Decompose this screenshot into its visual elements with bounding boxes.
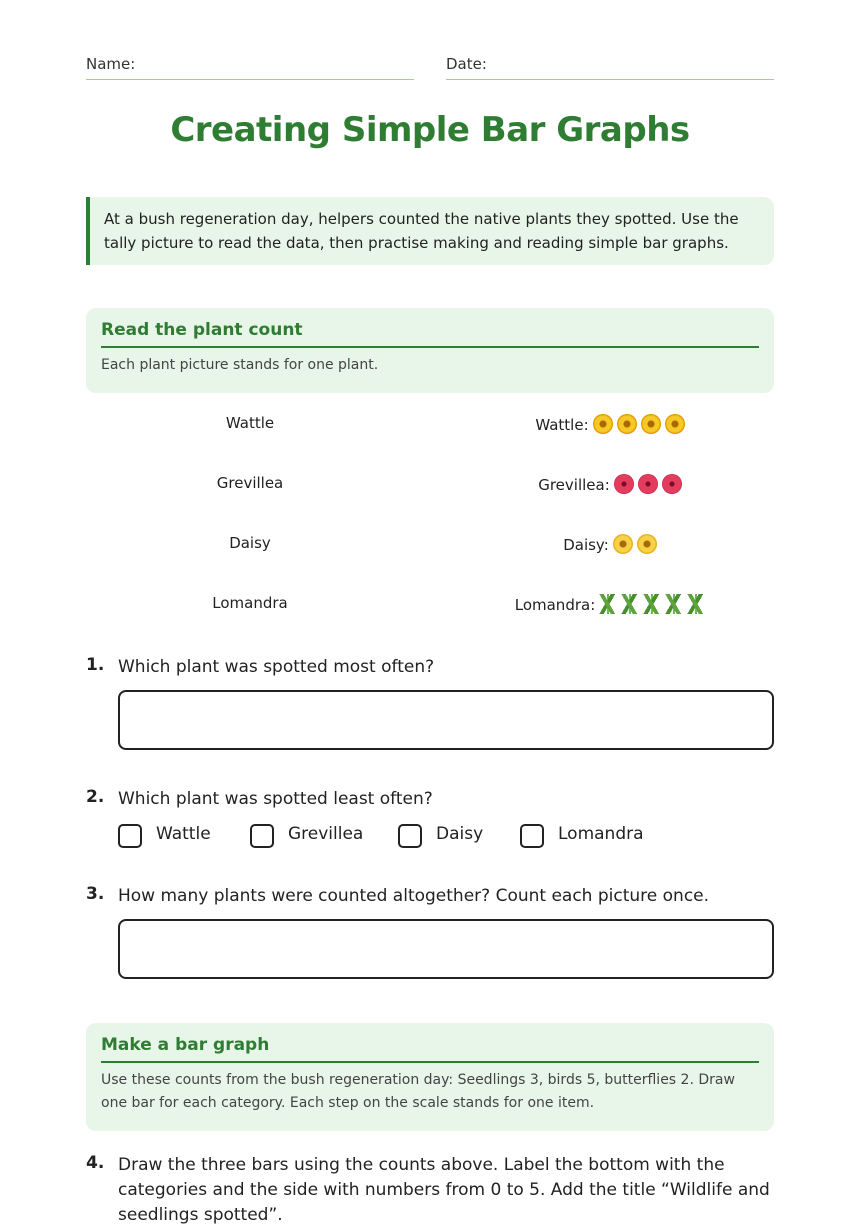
tally-row: [86, 404, 774, 448]
tally-label: Lomandra: [212, 594, 288, 612]
wattle-flower-icon: [617, 414, 637, 434]
tally-picture-label: Wattle:: [535, 416, 589, 434]
herb-leaf-icon: [621, 594, 639, 614]
daisy-flower-icon: [613, 534, 633, 554]
hibiscus-flower-icon: [614, 474, 634, 494]
tally-icons: [589, 416, 685, 434]
section-note: Use these counts from the bush regeneration day: Seedlings 3, birds 5, butterflies 2. Draw one bar for each category. Each step on the scale stands for one item.: [101, 1072, 735, 1111]
answer-box-1[interactable]: [118, 690, 774, 750]
tally-picture-label: Lomandra:: [514, 596, 596, 614]
option-label: Grevillea: [288, 824, 364, 844]
make-bar-graph-section: [86, 1023, 774, 1131]
tally-picture-label: Grevillea:: [538, 476, 610, 494]
tally-picture: [446, 534, 774, 554]
question-number: 1.: [86, 655, 105, 675]
section-heading: Make a bar graph: [101, 1035, 759, 1063]
tally-icons: [610, 476, 682, 494]
answer-box-3[interactable]: [118, 919, 774, 979]
herb-leaf-icon: [665, 594, 683, 614]
name-field[interactable]: [86, 52, 414, 80]
tally-row: [86, 524, 774, 568]
date-label: Date:: [446, 55, 487, 73]
section-heading: Read the plant count: [101, 320, 759, 348]
herb-leaf-icon: [643, 594, 661, 614]
hibiscus-flower-icon: [638, 474, 658, 494]
name-label: Name:: [86, 55, 136, 73]
intro-callout: At a bush regeneration day, helpers counted the native plants they spotted. Use the tally picture to read the data, then practise making and reading simple bar graphs.: [86, 197, 774, 265]
tally-picture: [446, 474, 774, 494]
herb-leaf-icon: [687, 594, 705, 614]
question-text: How many plants were counted altogether? Count each picture once.: [118, 886, 710, 906]
tally-label: Wattle: [225, 414, 275, 432]
herb-leaf-icon: [599, 594, 617, 614]
question-number: 2.: [86, 787, 105, 807]
checkbox[interactable]: [520, 824, 544, 848]
checkbox[interactable]: [398, 824, 422, 848]
worksheet-header: [86, 52, 774, 82]
daisy-flower-icon: [637, 534, 657, 554]
question-number: 4.: [86, 1153, 105, 1173]
section-note: Each plant picture stands for one plant.: [101, 357, 379, 373]
read-plant-count-section: [86, 308, 774, 393]
date-field[interactable]: [446, 52, 774, 80]
tally-picture: [446, 414, 774, 434]
tally-label: Grevillea: [216, 474, 284, 492]
page-title: Creating Simple Bar Graphs: [170, 110, 690, 150]
option-label: Lomandra: [558, 824, 644, 844]
tally-icons: [609, 536, 657, 554]
checkbox[interactable]: [250, 824, 274, 848]
wattle-flower-icon: [665, 414, 685, 434]
tally-label: Daisy: [229, 534, 271, 552]
question-text: Which plant was spotted most often?: [118, 657, 435, 677]
option-label: Wattle: [156, 824, 211, 844]
tally-picture: [446, 594, 774, 614]
wattle-flower-icon: [641, 414, 661, 434]
question-number: 3.: [86, 884, 105, 904]
tally-row: [86, 464, 774, 508]
hibiscus-flower-icon: [662, 474, 682, 494]
question-text: Which plant was spotted least often?: [118, 789, 433, 809]
checkbox[interactable]: [118, 824, 142, 848]
tally-picture-label: Daisy:: [563, 536, 609, 554]
question-text: Draw the three bars using the counts above. Label the bottom with the categories and the side with numbers from 0 to 5. Add the title “Wildlife and seedlings spotted”.: [118, 1155, 770, 1225]
wattle-flower-icon: [593, 414, 613, 434]
tally-icons: [595, 596, 705, 614]
option-label: Daisy: [436, 824, 484, 844]
tally-row: [86, 584, 774, 628]
